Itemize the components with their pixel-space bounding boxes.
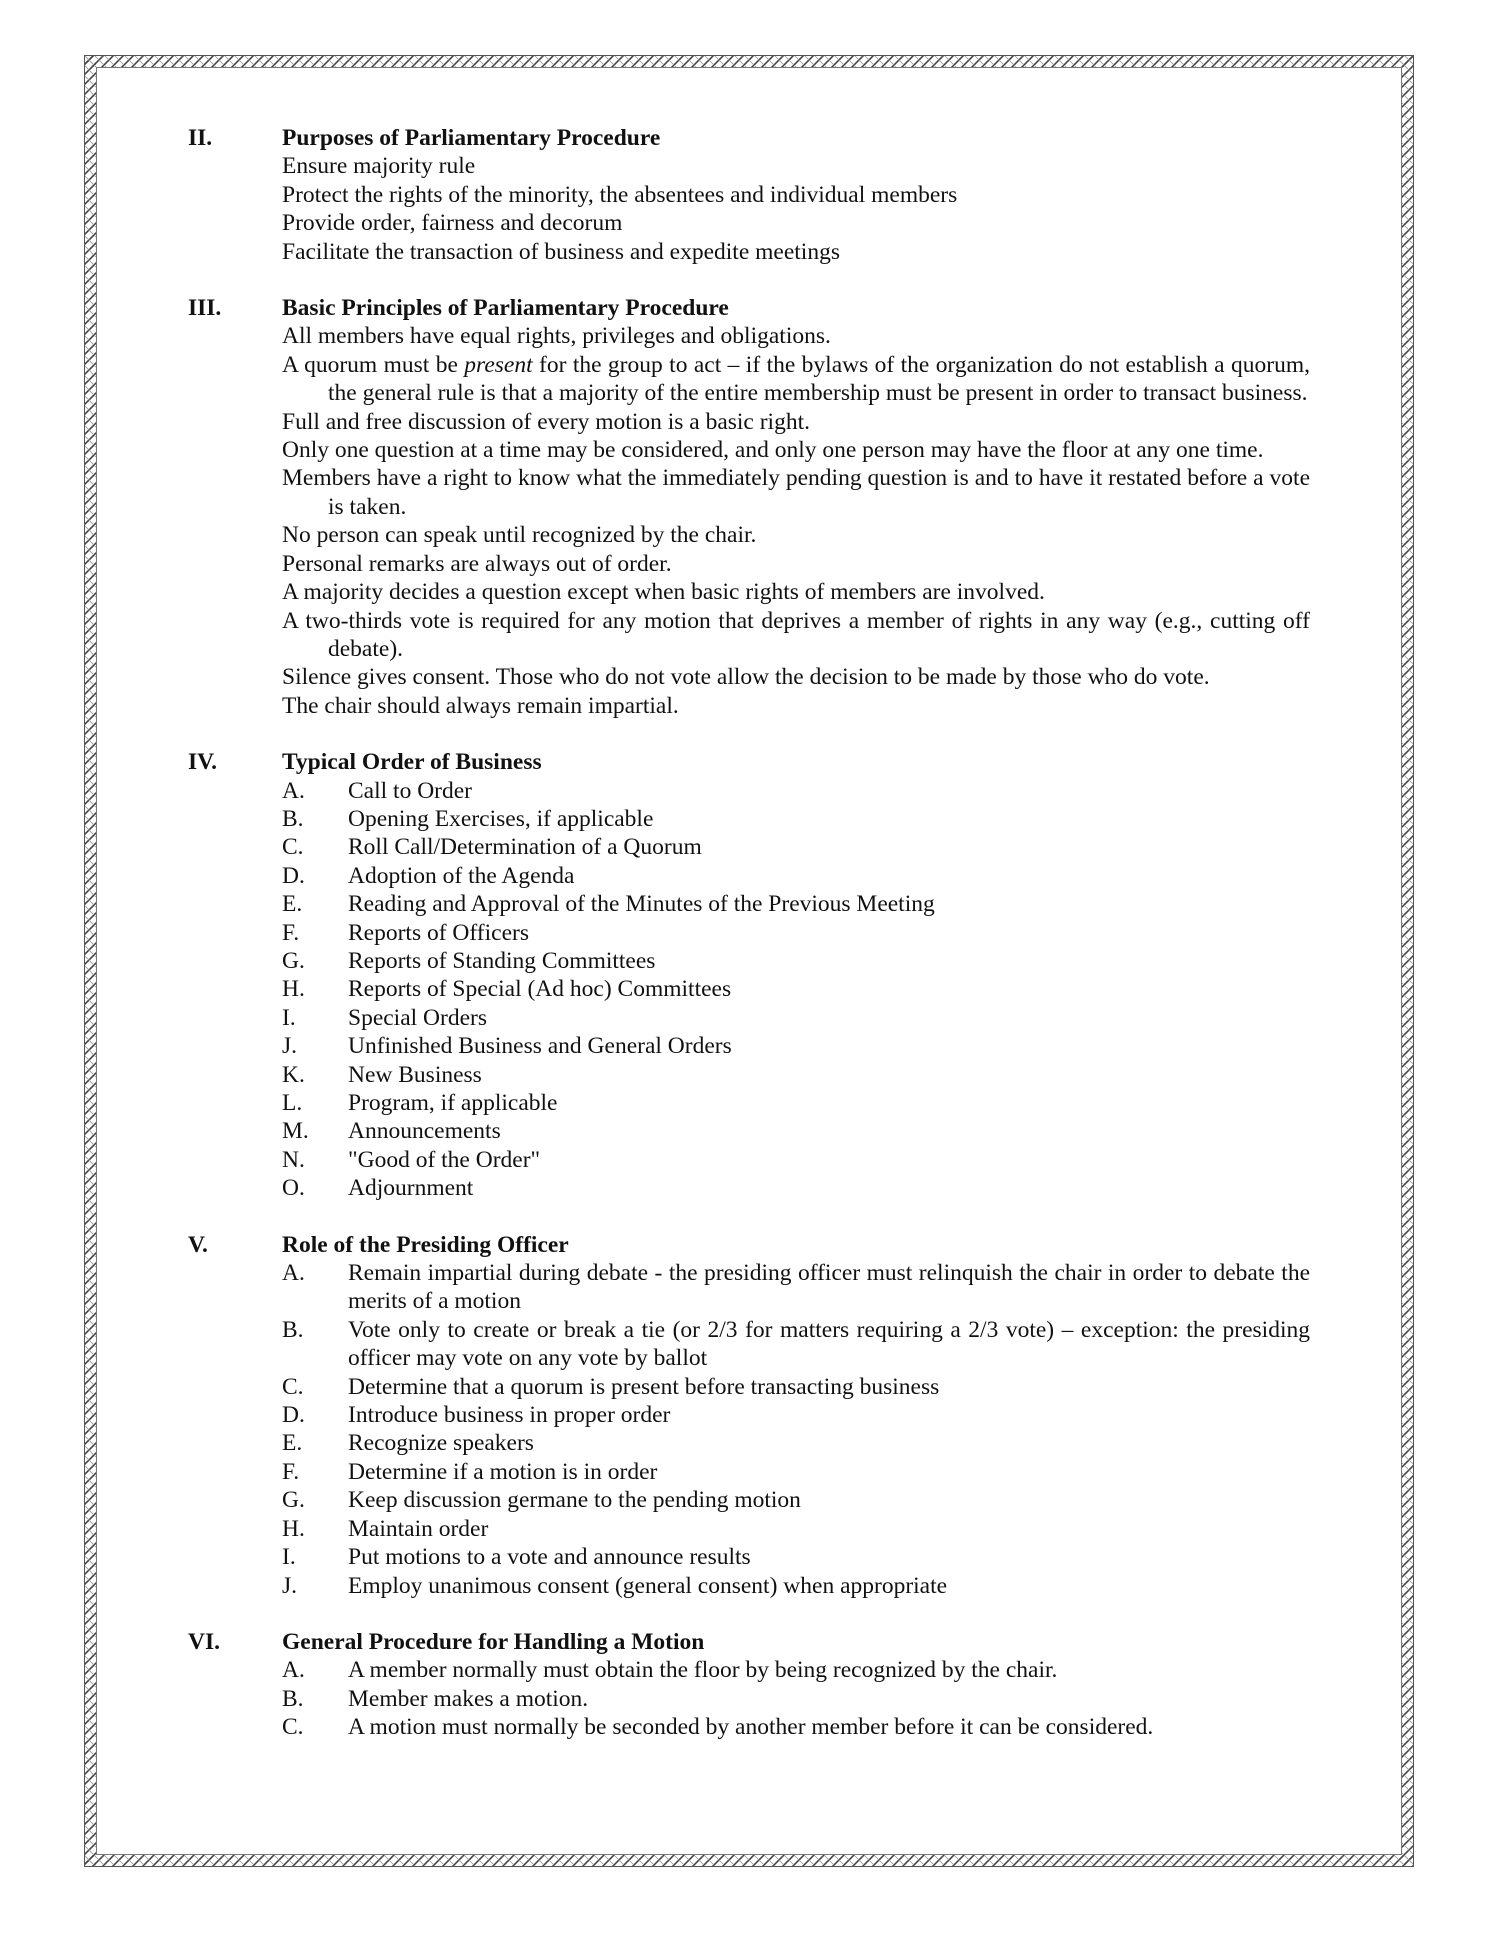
item-text: Special Orders xyxy=(348,1004,487,1031)
list-item xyxy=(282,890,1310,918)
item-text: Determine that a quorum is present before transacting business xyxy=(348,1373,940,1400)
item-letter: F. xyxy=(282,919,300,946)
section-purposes xyxy=(188,124,1310,266)
list-item xyxy=(282,947,1310,975)
section-presiding-officer xyxy=(188,1231,1310,1600)
section-order-of-business xyxy=(188,748,1310,1203)
item-text: Adoption of the Agenda xyxy=(348,862,575,889)
list-item xyxy=(282,1486,1310,1514)
item-text: Reading and Approval of the Minutes of the Previous Meeting xyxy=(348,891,935,918)
item-text: Unfinished Business and General Orders xyxy=(348,1033,732,1060)
list-item xyxy=(282,919,1310,947)
principle-paragraph: A two-thirds vote is required for any motion that deprives a member of rights in any way (e.g., cutting off debate). xyxy=(282,607,1310,662)
item-text: A motion must normally be seconded by another member before it can be considered. xyxy=(348,1714,1154,1741)
item-text: A member normally must obtain the floor by being recognized by the chair. xyxy=(348,1657,1058,1684)
list-item xyxy=(282,1316,1310,1373)
section-title: Purposes of Parliamentary Procedure xyxy=(282,125,661,151)
list-item xyxy=(282,1146,1310,1174)
list-item xyxy=(282,1259,1310,1316)
item-letter: G. xyxy=(282,947,305,974)
section-number: IV. xyxy=(188,749,217,776)
section-title: Role of the Presiding Officer xyxy=(282,1231,569,1258)
item-text: Reports of Standing Committees xyxy=(348,947,656,974)
item-letter: D. xyxy=(282,1402,305,1429)
item-letter: A. xyxy=(282,1260,305,1287)
principle-paragraph: Personal remarks are always out of order. xyxy=(282,550,672,577)
principle-paragraph: Only one question at a time may be considered, and only one person may have the floor at any one time. xyxy=(282,437,1264,464)
purpose-line: Provide order, fairness and decorum xyxy=(282,210,623,237)
item-letter: E. xyxy=(282,891,303,918)
item-letter: I. xyxy=(282,1544,296,1571)
principle-text: A quorum must be xyxy=(282,351,465,378)
item-letter: D. xyxy=(282,862,305,889)
item-letter: N. xyxy=(282,1146,305,1173)
list-item xyxy=(282,1174,1310,1202)
section-number: VI. xyxy=(188,1628,220,1655)
item-letter: C. xyxy=(282,1373,304,1400)
list-item xyxy=(282,1429,1310,1457)
item-text: "Good of the Order" xyxy=(348,1146,541,1173)
principle-paragraph: Silence gives consent. Those who do not vote allow the decision to be made by those who do vote. xyxy=(282,664,1210,691)
item-letter: M. xyxy=(282,1118,309,1145)
item-text: Recognize speakers xyxy=(348,1430,534,1457)
item-text: Keep discussion germane to the pending motion xyxy=(348,1487,801,1514)
item-text: Opening Exercises, if applicable xyxy=(348,805,654,832)
section-number: III. xyxy=(188,295,222,322)
list-item xyxy=(282,1032,1310,1060)
item-letter: F. xyxy=(282,1458,300,1485)
item-letter: C. xyxy=(282,834,304,861)
item-letter: G. xyxy=(282,1487,305,1514)
section-number: II. xyxy=(188,125,213,151)
item-letter: I. xyxy=(282,1004,296,1031)
list-item xyxy=(282,833,1310,861)
item-letter: L. xyxy=(282,1090,303,1116)
item-text: New Business xyxy=(348,1061,482,1088)
item-text: Announcements xyxy=(348,1118,501,1145)
principle-paragraph: No person can speak until recognized by the chair. xyxy=(282,522,757,549)
list-item xyxy=(282,1656,1310,1684)
item-text: Put motions to a vote and announce results xyxy=(348,1544,751,1571)
principle-paragraph: Members have a right to know what the immediately pending question is and to have it restated before a vote is taken. xyxy=(282,465,1310,520)
list-item xyxy=(282,1458,1310,1486)
item-text: Reports of Special (Ad hoc) Committees xyxy=(348,976,732,1003)
item-letter: A. xyxy=(282,777,305,804)
emphasis-text: present xyxy=(464,351,533,378)
item-text: Remain impartial during debate - the presiding officer must relinquish the chair in order to debate the merits of a motion xyxy=(348,1260,1310,1315)
section-title: General Procedure for Handling a Motion xyxy=(282,1628,705,1655)
item-letter: H. xyxy=(282,976,305,1003)
principle-paragraph: All members have equal rights, privileges and obligations. xyxy=(282,323,831,350)
list-item xyxy=(282,1089,1310,1117)
item-text: Maintain order xyxy=(348,1515,489,1542)
item-letter: C. xyxy=(282,1714,304,1741)
section-title: Typical Order of Business xyxy=(282,749,542,776)
document-body xyxy=(188,124,1310,1770)
item-text: Introduce business in proper order xyxy=(348,1402,671,1429)
principle-paragraph xyxy=(282,351,1310,408)
list-item xyxy=(282,1401,1310,1429)
principle-paragraph: A majority decides a question except when basic rights of members are involved. xyxy=(282,579,1045,606)
list-item xyxy=(282,1515,1310,1543)
item-letter: B. xyxy=(282,1316,304,1343)
list-item xyxy=(282,1373,1310,1401)
list-item xyxy=(282,862,1310,890)
purpose-line: Protect the rights of the minority, the absentees and individual members xyxy=(282,181,958,208)
list-item xyxy=(282,777,1310,805)
principle-paragraph: Full and free discussion of every motion is a basic right. xyxy=(282,408,810,435)
item-letter: J. xyxy=(282,1033,298,1060)
list-item xyxy=(282,1004,1310,1032)
list-item xyxy=(282,1117,1310,1145)
section-number: V. xyxy=(188,1231,208,1258)
item-letter: A. xyxy=(282,1657,305,1684)
order-of-business-list xyxy=(282,777,1310,1203)
item-text: Vote only to create or break a tie (or 2/3 for matters requiring a 2/3 vote) – exception: the presiding officer may vote on any vote by ballot xyxy=(348,1316,1310,1372)
item-text: Reports of Officers xyxy=(348,919,529,946)
item-letter: B. xyxy=(282,1685,304,1712)
list-item xyxy=(282,805,1310,833)
list-item xyxy=(282,1572,1310,1600)
list-item xyxy=(282,975,1310,1003)
presiding-officer-list xyxy=(282,1259,1310,1600)
list-item xyxy=(282,1543,1310,1571)
principle-text: for the group to act – if the bylaws of the organization do not establish a quorum, the general rule is that a majority of the entire membership must be present in order to transact business. xyxy=(328,351,1310,407)
item-text: Call to Order xyxy=(348,777,472,804)
item-text: Member makes a motion. xyxy=(348,1685,589,1712)
list-item xyxy=(282,1713,1310,1741)
item-letter: O. xyxy=(282,1175,305,1202)
item-text: Determine if a motion is in order xyxy=(348,1458,658,1485)
list-item xyxy=(282,1061,1310,1089)
section-title: Basic Principles of Parliamentary Procedure xyxy=(282,295,729,322)
item-letter: H. xyxy=(282,1515,305,1542)
item-letter: E. xyxy=(282,1430,303,1457)
item-text: Roll Call/Determination of a Quorum xyxy=(348,834,702,861)
section-handling-motion xyxy=(188,1628,1310,1742)
item-text: Adjournment xyxy=(348,1175,474,1202)
section-basic-principles xyxy=(188,294,1310,720)
principle-paragraph: The chair should always remain impartial. xyxy=(282,692,679,719)
purpose-line: Facilitate the transaction of business and expedite meetings xyxy=(282,238,840,265)
item-letter: J. xyxy=(282,1572,298,1599)
list-item xyxy=(282,1685,1310,1713)
item-text: Employ unanimous consent (general consent) when appropriate xyxy=(348,1572,948,1599)
purpose-line: Ensure majority rule xyxy=(282,153,476,180)
item-text: Program, if applicable xyxy=(348,1090,558,1116)
item-letter: B. xyxy=(282,805,304,832)
item-letter: K. xyxy=(282,1061,305,1088)
motion-procedure-list xyxy=(282,1656,1310,1741)
